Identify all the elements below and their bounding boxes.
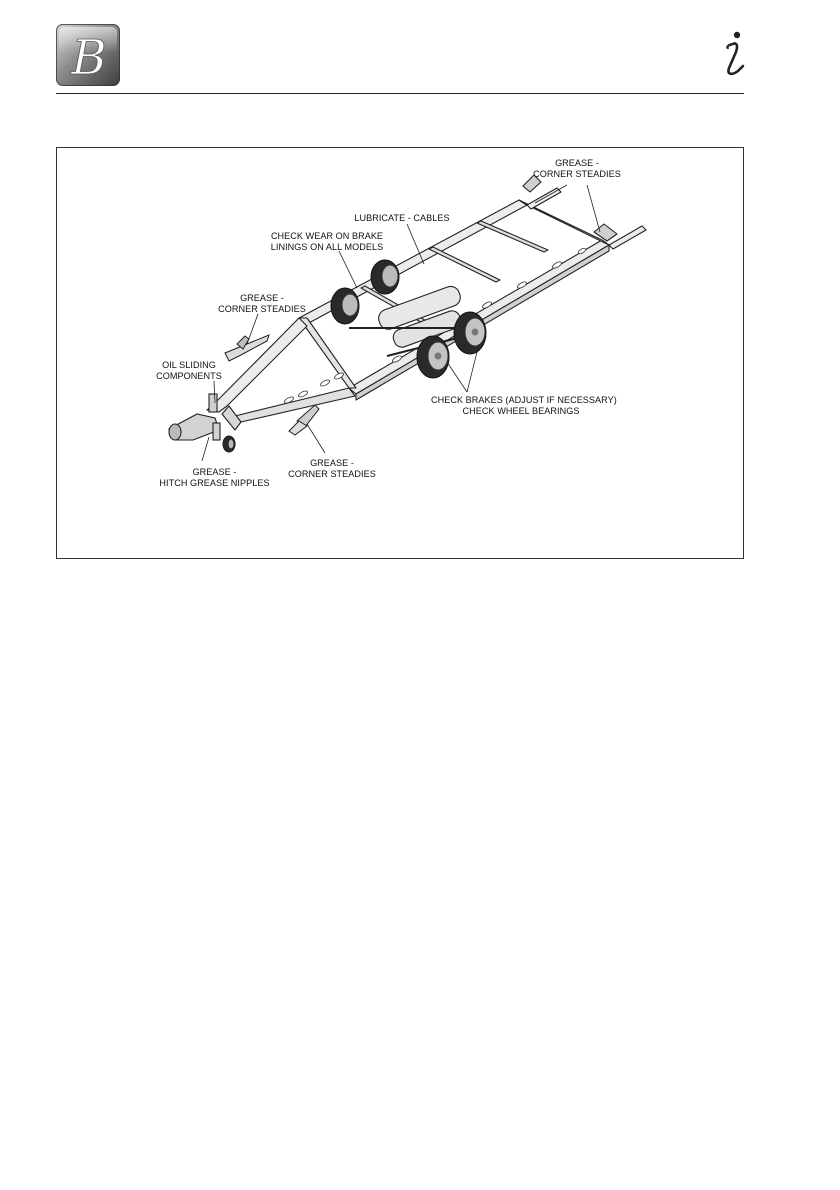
label-check-wear-brake-linings: CHECK WEAR ON BRAKE LININGS ON ALL MODELS	[270, 231, 384, 252]
info-i-icon	[716, 28, 748, 78]
logo-letter: B	[71, 30, 107, 86]
header-divider	[56, 93, 744, 94]
label-lubricate-cables: LUBRICATE - CABLES	[354, 213, 450, 223]
chassis-drawing	[57, 148, 743, 558]
label-oil-sliding-components: OIL SLIDING COMPONENTS	[156, 360, 222, 381]
label-grease-corner-steadies-bottom: GREASE - CORNER STEADIES	[288, 458, 376, 479]
label-grease-hitch-grease-nipples: GREASE - HITCH GREASE NIPPLES	[159, 467, 270, 488]
chassis-figure	[56, 147, 744, 559]
label-grease-corner-steadies-left: GREASE - CORNER STEADIES	[218, 293, 306, 314]
wheel-near-rear	[454, 312, 486, 354]
label-check-brakes-wheel-bearings: CHECK BRAKES (ADJUST IF NECESSARY) CHECK WHEEL BEARINGS	[431, 395, 617, 416]
wheel-near-front	[417, 336, 449, 378]
label-grease-corner-steadies-top: GREASE - CORNER STEADIES	[533, 158, 621, 179]
wheel-far-rear	[371, 260, 399, 294]
brand-logo	[56, 24, 120, 86]
wheel-far-front	[331, 288, 359, 324]
